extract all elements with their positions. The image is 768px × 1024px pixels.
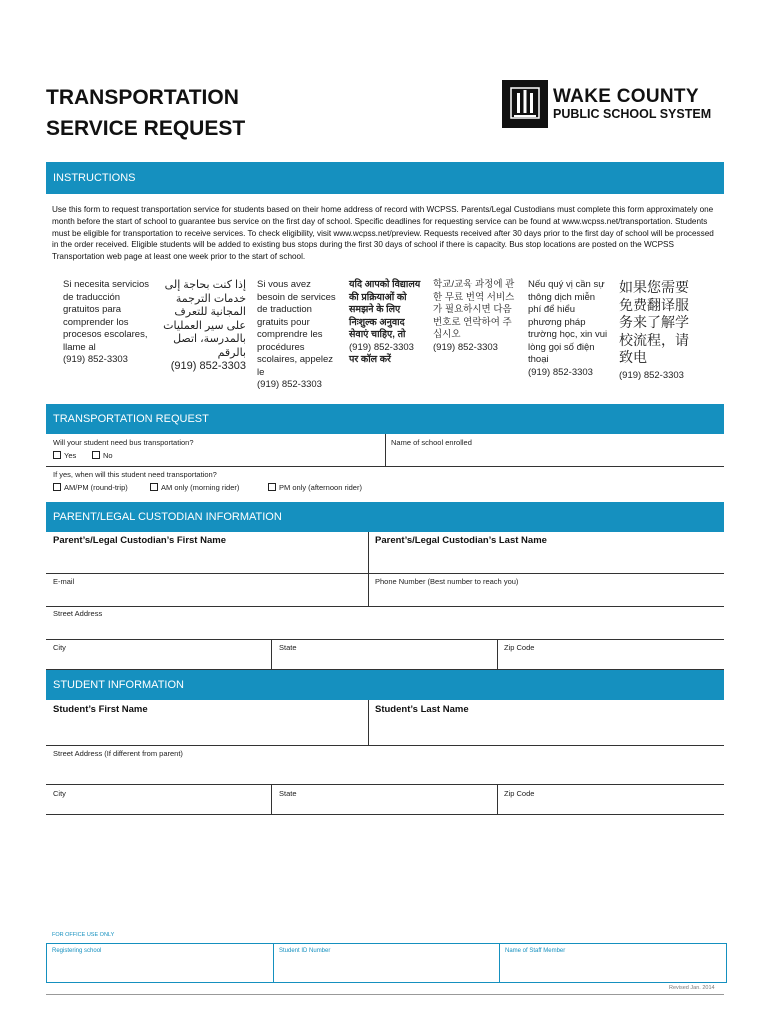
email-field[interactable]: E-mail [53,577,75,586]
lang-text: 학교/교육 과정에 관한 무료 번역 서비스가 필요하시면 다음 번호로 연락하여 주십시오 [433,279,515,340]
lang-phone: (919) 852-3303 [170,360,246,372]
am-only-option[interactable] [150,483,239,492]
lang-phone: (919) 852-3303 [619,369,684,381]
logo-line-2: PUBLIC SCHOOL SYSTEM [553,107,712,121]
lang-arabic [160,279,246,374]
yes-label: Yes [64,451,77,460]
student-last-name-field[interactable]: Student’s Last Name [375,704,469,715]
pm-only-checkbox[interactable] [268,483,276,491]
office-use-title: FOR OFFICE USE ONLY [52,932,115,938]
need-bus-question: Will your student need bus transportation? [53,438,194,447]
lang-chinese [619,279,697,384]
student-heading: STUDENT INFORMATION [46,670,724,700]
lang-phone: (919) 852-3303 [257,379,322,390]
school-enrolled-label: Name of school enrolled [391,438,472,447]
parent-heading: PARENT/LEGAL CUSTODIAN INFORMATION [46,502,724,532]
student-zip-code-field[interactable]: Zip Code [504,789,535,798]
lang-vietnamese [528,279,610,379]
registering-school-field[interactable]: Registering school [52,948,102,954]
lang-phone: (919) 852-3303 [349,341,414,353]
instructions-heading: INSTRUCTIONS [46,162,724,194]
lang-text: यदि आपको विद्यालय की प्रक्रियाओं को समझने के लिए निःशुल्क अनुवाद सेवाएं चाहिए, तो [349,279,421,340]
lang-phone: (919) 852-3303 [528,366,593,378]
parent-first-name-field[interactable]: Parent’s/Legal Custodian’s First Name [53,535,226,546]
lang-phone: (919) 852-3303 [63,354,128,365]
revised-date: Revised Jan. 2014 [669,985,715,991]
lang-text: Si vous avez besoin de services de traduction gratuits pour comprendre les procédures scolaires, appelez le [257,279,336,378]
student-id-field[interactable]: Student ID Number [279,948,331,954]
pm-only-option[interactable] [268,483,362,492]
student-city-field[interactable]: City [53,789,66,798]
street-address-field[interactable]: Street Address [53,609,103,618]
lang-korean [433,279,519,354]
title-line-1: TRANSPORTATION [46,86,239,109]
am-only-checkbox[interactable] [150,483,158,491]
staff-member-field[interactable]: Name of Staff Member [505,948,566,954]
no-option[interactable] [92,451,113,460]
no-checkbox[interactable] [92,451,100,459]
lang-french [257,279,341,392]
lang-suffix: पर कॉल करें [349,354,391,365]
zip-code-field[interactable]: Zip Code [504,643,535,652]
lang-hindi [349,279,421,367]
round-trip-checkbox[interactable] [53,483,61,491]
instructions-body: Use this form to request transportation service for students based on their home address of record with WCPSS. Parents/Legal Custodians must complete this form approximately one month before the start of school to guarantee bus service on the first day of school. Specific deadlines for requesting service can be found at www.wcpss.net/transportation. Students must be eligible for transportation to receive services. To check eligibility, visit www.wcpss.net/preview. Requests received after 30 days prior to the first day of school will be processed in the order received. Eligible students will be added to existing bus stops during the first 30 days of school if there is capacity. Bus stop locations are posted on the WCPSS Transportation web page at least one week prior to the start of school. [52,205,714,262]
yes-checkbox[interactable] [53,451,61,459]
wcpss-logo [502,80,711,128]
no-label: No [103,451,113,460]
parent-last-name-field[interactable]: Parent’s/Legal Custodian’s Last Name [375,535,547,546]
round-trip-option[interactable] [53,483,128,492]
student-first-name-field[interactable]: Student’s First Name [53,704,148,715]
lang-text: 如果您需要免费翻译服务来了解学校流程，请致电 [619,279,689,365]
lang-text: Nếu quý vị cần sự thông dịch miễn phí để hiểu phương pháp trường học, xin vui lòng gọi số điện thoại [528,279,608,365]
lang-text: Si necesita servicios de traducción gratuitos para comprender los procesos escolares, llame al [63,279,150,353]
round-trip-label: AM/PM (round-trip) [64,483,128,492]
lang-text: إذا كنت بحاجة إلى خدمات الترجمة المجانية للتعرف على سير العمليات بالمدرسة، اتصل بالرقم [163,279,246,359]
student-street-address-field[interactable]: Street Address (If different from parent) [53,749,183,758]
am-only-label: AM only (morning rider) [161,483,240,492]
logo-line-1: WAKE COUNTY [553,86,699,107]
page-title [46,82,245,144]
city-field[interactable]: City [53,643,66,652]
lang-phone: (919) 852-3303 [433,341,498,353]
lang-spanish [63,279,155,367]
yes-option[interactable] [53,451,76,460]
bottom-rule [46,994,724,995]
logo-building-icon [502,80,548,128]
title-line-2: SERVICE REQUEST [46,117,246,140]
when-question: If yes, when will this student need transportation? [53,470,217,479]
office-use-box [46,943,727,983]
state-field[interactable]: State [279,643,297,652]
pm-only-label: PM only (afternoon rider) [279,483,362,492]
transportation-heading: TRANSPORTATION REQUEST [46,404,724,434]
phone-field[interactable]: Phone Number (Best number to reach you) [375,577,519,586]
student-state-field[interactable]: State [279,789,297,798]
